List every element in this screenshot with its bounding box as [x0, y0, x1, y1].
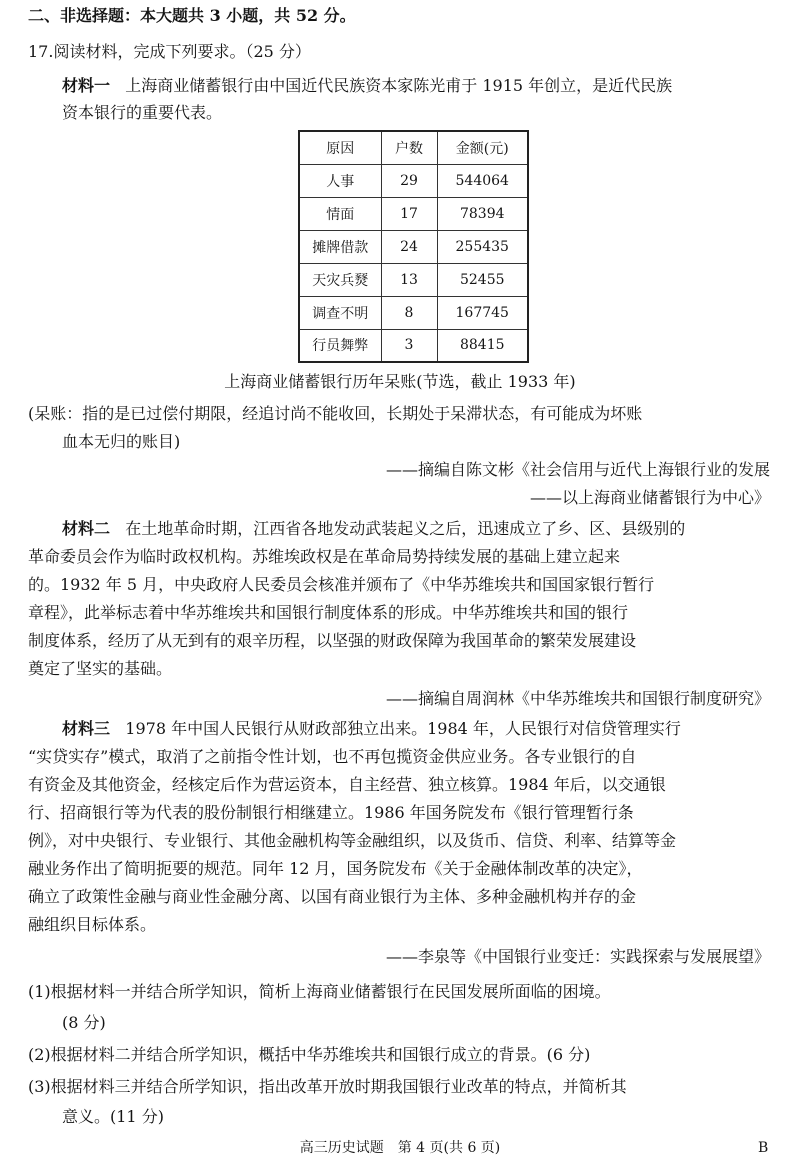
material2-line1: [62, 518, 685, 540]
table-cell: 255435: [437, 230, 528, 263]
table-cell: 88415: [437, 329, 528, 362]
table-cell: 29: [381, 164, 437, 197]
table-row: [299, 296, 528, 329]
table-cell: 天灾兵燹: [299, 263, 381, 296]
table-cell: 13: [381, 263, 437, 296]
table-cell: 17: [381, 197, 437, 230]
material2-line5: 制度体系，经历了从无到有的艰辛历程，以坚强的财政保障为我国革命的繁荣发展建设: [28, 631, 637, 650]
question-3-line2: 意义。(11 分): [62, 1107, 164, 1126]
table-cell: 3: [381, 329, 437, 362]
table-cell: 544064: [437, 164, 528, 197]
table-caption: 上海商业储蓄银行历年呆账(节选，截止 1933 年): [224, 372, 576, 391]
table-cell: 8: [381, 296, 437, 329]
material1-source-line1: ——摘编自陈文彬《社会信用与近代上海银行业的发展: [385, 460, 770, 479]
material1-source-line2: ——以上海商业储蓄银行为中心》: [529, 488, 770, 507]
material2-line4: 章程》，此举标志着中华苏维埃共和国银行制度体系的形成。中华苏维埃共和国的银行: [28, 603, 629, 622]
table-cell: 行员舞弊: [299, 329, 381, 362]
material1-line1: [62, 75, 672, 97]
table-cell: 78394: [437, 197, 528, 230]
material3-line5: 例》，对中央银行、专业银行、其他金融机构等金融组织，以及货币、信贷、利率、结算等金: [28, 831, 677, 850]
table-cell: 调查不明: [299, 296, 381, 329]
table-cell: 摊牌借款: [299, 230, 381, 263]
question-1-line2: (8 分): [62, 1013, 106, 1032]
material1-label: 材料一: [62, 76, 111, 95]
material3-label: 材料三: [62, 719, 111, 738]
section-header: 二、非选择题：本大题共 3 小题，共 52 分。: [28, 6, 356, 25]
bad-debt-table: [298, 130, 529, 363]
material3-line7: 确立了政策性金融与商业性金融分离、以国有商业银行为主体、多种金融机构并存的金: [28, 887, 637, 906]
question-2: (2)根据材料二并结合所学知识，概括中华苏维埃共和国银行成立的背景。(6 分): [28, 1045, 591, 1064]
material2-text: 在土地革命时期，江西省各地发动武装起义之后，迅速成立了乡、区、县级别的: [125, 519, 686, 538]
question-title: 17.阅读材料，完成下列要求。（25 分）: [28, 42, 311, 61]
material1-line2: 资本银行的重要代表。: [62, 103, 223, 122]
table-cell: 24: [381, 230, 437, 263]
material3-line2: “实贷实存”模式，取消了之前指令性计划，也不再包揽资金供应业务。各专业银行的自: [28, 747, 637, 766]
material3-line3: 有资金及其他资金，经核定后作为营运资本，自主经营、独立核算。1984 年后，以交通银: [28, 775, 666, 794]
question-3-line1: (3)根据材料三并结合所学知识，指出改革开放时期我国银行业改革的特点，并简析其: [28, 1077, 627, 1096]
material3-source: ——李泉等《中国银行业变迁：实践探索与发展展望》: [385, 947, 770, 966]
paper-version: B: [758, 1140, 769, 1156]
table-header-cell: 户数: [381, 131, 437, 164]
question-1-line1: (1)根据材料一并结合所学知识，简析上海商业储蓄银行在民国发展所面临的困境。: [28, 982, 611, 1001]
material3-line8: 融组织目标体系。: [28, 915, 157, 934]
page-footer: 高三历史试题 第 4 页(共 6 页): [299, 1140, 501, 1156]
table-cell: 人事: [299, 164, 381, 197]
material2-source: ——摘编自周润林《中华苏维埃共和国银行制度研究》: [385, 689, 770, 708]
table-cell: 167745: [437, 296, 528, 329]
material2-label: 材料二: [62, 519, 111, 538]
table-cell: 52455: [437, 263, 528, 296]
material2-line3: 的。1932 年 5 月，中央政府人民委员会核准并颁布了《中华苏维埃共和国国家银行暂行: [28, 575, 655, 594]
table-header-row: [299, 131, 528, 164]
material1-note-line1: (呆账：指的是已过偿付期限，经追讨尚不能收回，长期处于呆滞状态，有可能成为坏账: [28, 404, 643, 423]
material3-line1: [62, 718, 681, 740]
material3-line6: 融业务作出了简明扼要的规范。同年 12 月，国务院发布《关于金融体制改革的决定》，: [28, 859, 643, 878]
table-header-cell: 金额(元): [437, 131, 528, 164]
material3-line4: 行、招商银行等为代表的股份制银行相继建立。1986 年国务院发布《银行管理暂行条: [28, 803, 634, 822]
material1-text: 上海商业储蓄银行由中国近代民族资本家陈光甫于 1915 年创立，是近代民族: [125, 76, 673, 95]
material1-note-line2: 血本无归的账目): [62, 432, 181, 451]
material2-line2: 革命委员会作为临时政权机构。苏维埃政权是在革命局势持续发展的基础上建立起来: [28, 547, 621, 566]
table-row: [299, 329, 528, 362]
material2-line6: 奠定了坚实的基础。: [28, 659, 173, 678]
table-header-cell: 原因: [299, 131, 381, 164]
table-cell: 情面: [299, 197, 381, 230]
table-row: [299, 263, 528, 296]
table-row: [299, 230, 528, 263]
material3-text: 1978 年中国人民银行从财政部独立出来。1984 年，人民银行对信贷管理实行: [125, 719, 681, 738]
table-row: [299, 197, 528, 230]
table-row: [299, 164, 528, 197]
